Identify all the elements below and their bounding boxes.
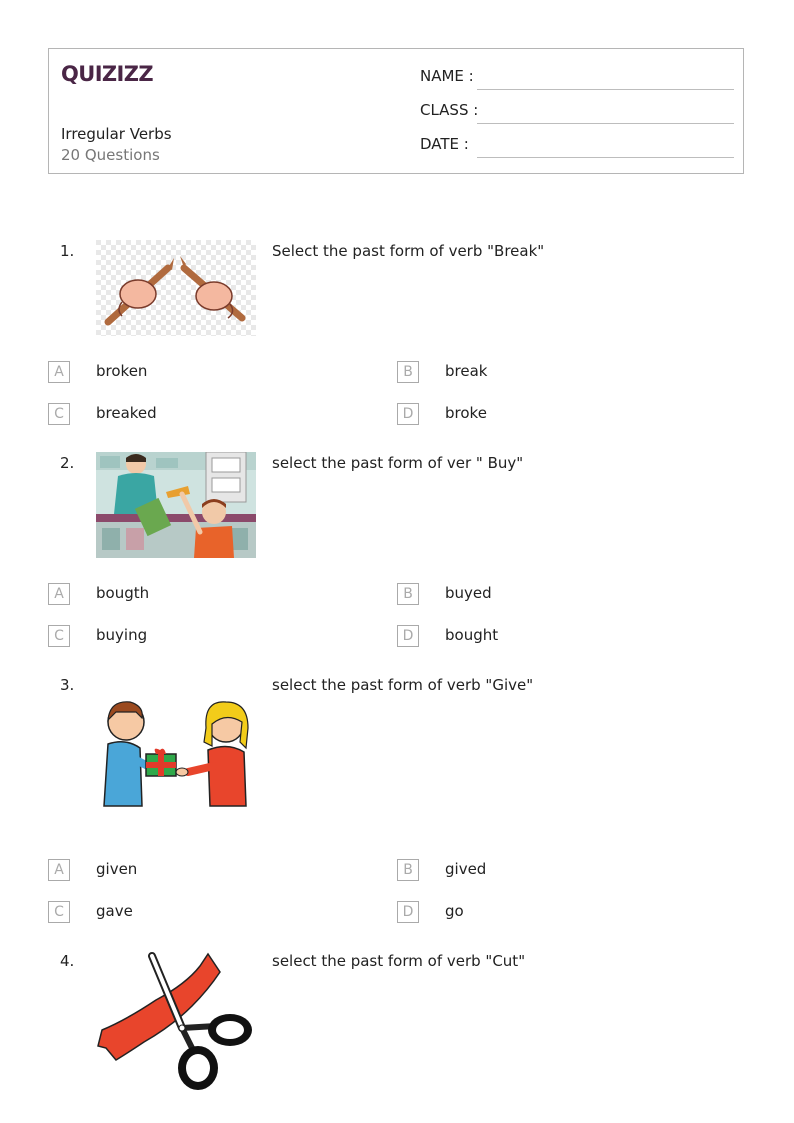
question-number: 1. (60, 242, 75, 260)
question-count: 20 Questions (61, 146, 160, 164)
date-field[interactable] (420, 135, 734, 159)
name-field[interactable] (420, 67, 734, 91)
scissors-cutting-icon (96, 950, 256, 1092)
option-letter: D (397, 403, 419, 425)
option-letter: D (397, 901, 419, 923)
question-number: 4. (60, 952, 75, 970)
worksheet-header (48, 48, 744, 174)
option-letter: B (397, 583, 419, 605)
quizizz-logo (61, 59, 153, 87)
option-text: given (96, 860, 138, 878)
option-text: bougth (96, 584, 150, 602)
shop-purchase-icon (96, 452, 256, 558)
option-text: broke (445, 404, 487, 422)
option-letter: B (397, 361, 419, 383)
quiz-title: Irregular Verbs (61, 125, 172, 143)
option-letter: C (48, 625, 70, 647)
name-label: NAME : (420, 67, 474, 85)
option-letter: A (48, 583, 70, 605)
breaking-stick-icon (96, 240, 256, 336)
option-letter: A (48, 361, 70, 383)
class-field[interactable] (420, 101, 734, 125)
question-text: select the past form of ver " Buy" (272, 454, 524, 472)
option-text: gave (96, 902, 133, 920)
svg-text:QUIZIZZ: QUIZIZZ (61, 62, 153, 86)
class-line[interactable] (477, 123, 734, 124)
option-text: broken (96, 362, 148, 380)
option-text: go (445, 902, 464, 920)
question-text: Select the past form of verb "Break" (272, 242, 545, 260)
option-letter: A (48, 859, 70, 881)
option-text: gived (445, 860, 487, 878)
question-text: select the past form of verb "Cut" (272, 952, 526, 970)
option-text: buying (96, 626, 148, 644)
question-text: select the past form of verb "Give" (272, 676, 534, 694)
giving-gift-icon (96, 698, 256, 808)
option-letter: B (397, 859, 419, 881)
class-label: CLASS : (420, 101, 479, 119)
name-line[interactable] (477, 89, 734, 90)
option-text: break (445, 362, 488, 380)
option-text: bought (445, 626, 499, 644)
option-letter: D (397, 625, 419, 647)
date-label: DATE : (420, 135, 469, 153)
option-text: breaked (96, 404, 157, 422)
option-text: buyed (445, 584, 492, 602)
option-letter: C (48, 901, 70, 923)
question-number: 3. (60, 676, 75, 694)
question-number: 2. (60, 454, 75, 472)
option-letter: C (48, 403, 70, 425)
date-line[interactable] (477, 157, 734, 158)
